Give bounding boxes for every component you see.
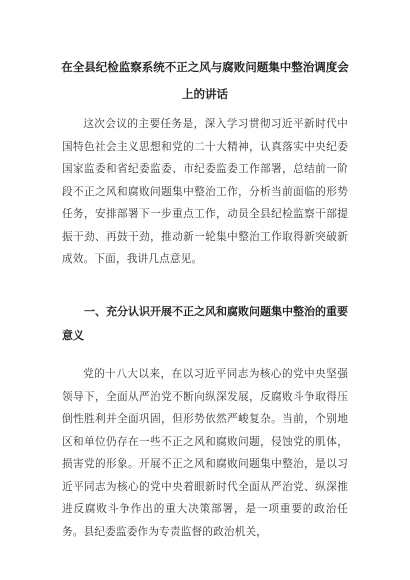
opening-paragraph: 这次会议的主要任务是，深入学习贯彻习近平新时代中国特色社会主义思想和党的二十大精神，认真落实中央纪委国家监委和省纪委监委、市纪委监委工作部署，总结前一阶段不正之风和腐败问题集中整治工作，分析当前面临的形势任务，安排部署下一步重点工作，动员全县纪检监察干部提振干劲、再鼓干劲，推动新一轮集中整治工作取得新突破新成效。下面，我讲几点意见。 — [62, 118, 348, 265]
document-title: 在全县纪检监察系统不正之风与腐败问题集中整治调度会上的讲话 — [61, 60, 349, 101]
body-paragraph: 党的十八大以来，在以习近平同志为核心的党中央坚强领导下，全面从严治党不断向纵深发展，反腐败斗争取得压倒性胜利并全面巩固，但形势依然严峻复杂。当前，个别地区和单位仍存在一些不正之风和腐败问题，侵蚀党的肌体，损害党的形象。开展不正之风和腐败问题集中整治，是以习近平同志为核心的党中央着眼新时代全面从严治党、纵深推进反腐败斗争作出的重大决策部署，是一项重要的政治任务。县纪委监委作为专责监督的政治机关， — [62, 368, 348, 538]
section-heading: 一、充分认识开展不正之风和腐败问题集中整治的重要意义 — [62, 305, 348, 342]
